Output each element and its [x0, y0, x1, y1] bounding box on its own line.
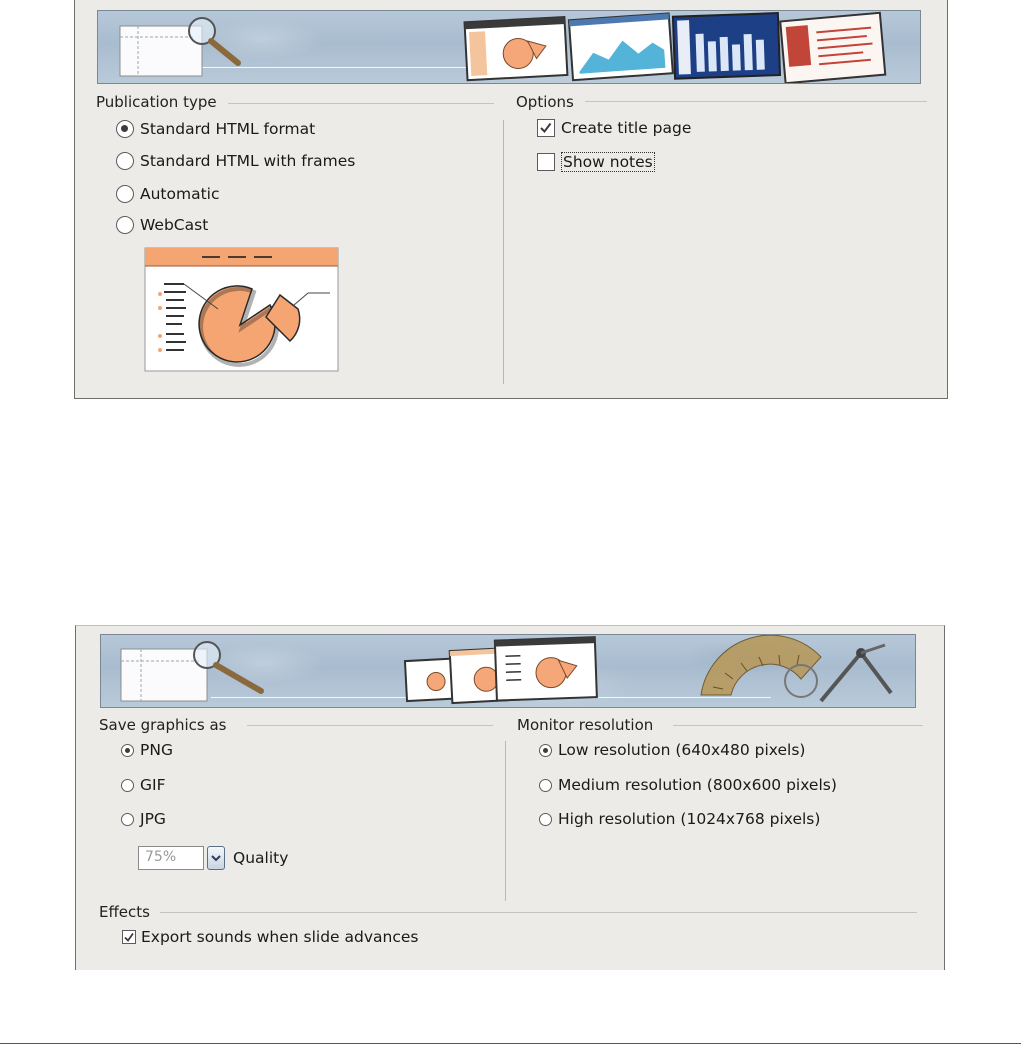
page-footer-rule: [0, 1043, 1021, 1044]
chevron-down-icon: [211, 854, 221, 862]
radio-icon: [121, 813, 134, 826]
dropdown-arrow-button[interactable]: [207, 846, 225, 870]
graphics-settings-page: [75, 625, 945, 970]
checkbox-label: Create title page: [561, 119, 692, 137]
checkbox-label: Export sounds when slide advances: [141, 928, 419, 946]
checkbox-icon: [537, 153, 555, 171]
publication-type-page: [74, 0, 948, 399]
radio-label: Medium resolution (800x600 pixels): [558, 776, 837, 794]
radio-webcast[interactable]: [116, 216, 208, 234]
radio-label: PNG: [140, 741, 173, 759]
divider: [673, 725, 923, 726]
radio-jpg[interactable]: [121, 810, 166, 828]
radio-icon: [116, 185, 134, 203]
banner-illustration: [98, 11, 920, 83]
checkmark-icon: [122, 930, 136, 944]
wizard-banner: [100, 634, 916, 708]
save-graphics-title: Save graphics as: [99, 716, 227, 734]
divider: [160, 912, 917, 913]
vertical-separator: [503, 120, 504, 384]
radio-high-resolution[interactable]: [539, 810, 820, 828]
banner-illustration: [101, 635, 915, 707]
radio-low-resolution[interactable]: [539, 741, 805, 759]
effects-title: Effects: [99, 903, 150, 921]
show-notes-checkbox[interactable]: [537, 152, 655, 172]
radio-label: Low resolution (640x480 pixels): [558, 741, 806, 759]
quality-label: Quality: [233, 849, 289, 867]
radio-standard-html-frames[interactable]: [116, 152, 355, 170]
radio-standard-html[interactable]: [116, 120, 315, 138]
vertical-separator: [505, 741, 506, 901]
radio-selected-icon: [116, 120, 134, 138]
radio-label: Standard HTML with frames: [140, 152, 356, 170]
radio-label: Standard HTML format: [140, 120, 316, 138]
wizard-banner: [97, 10, 921, 84]
divider: [585, 101, 927, 102]
radio-selected-icon: [121, 744, 134, 757]
radio-png[interactable]: [121, 741, 173, 759]
radio-icon: [121, 779, 134, 792]
publication-preview-image: [144, 247, 340, 373]
radio-label: Automatic: [140, 185, 220, 203]
radio-label: WebCast: [140, 216, 209, 234]
radio-medium-resolution[interactable]: [539, 776, 837, 794]
quality-combobox[interactable]: [138, 846, 288, 870]
create-title-page-checkbox[interactable]: [537, 119, 691, 137]
quality-input[interactable]: 75%: [138, 846, 204, 870]
monitor-resolution-title: Monitor resolution: [517, 716, 654, 734]
radio-icon: [539, 813, 552, 826]
radio-selected-icon: [539, 744, 552, 757]
radio-icon: [116, 152, 134, 170]
checkmark-icon: [537, 119, 555, 137]
radio-label: GIF: [140, 776, 166, 794]
radio-icon: [539, 779, 552, 792]
divider: [247, 725, 493, 726]
radio-label: JPG: [140, 810, 166, 828]
radio-label: High resolution (1024x768 pixels): [558, 810, 821, 828]
radio-gif[interactable]: [121, 776, 166, 794]
divider: [228, 103, 494, 104]
radio-automatic[interactable]: [116, 185, 220, 203]
export-sounds-checkbox[interactable]: [122, 928, 418, 946]
options-title: Options: [516, 93, 574, 111]
publication-type-title: Publication type: [96, 93, 217, 111]
checkbox-label: Show notes: [563, 153, 653, 171]
radio-icon: [116, 216, 134, 234]
